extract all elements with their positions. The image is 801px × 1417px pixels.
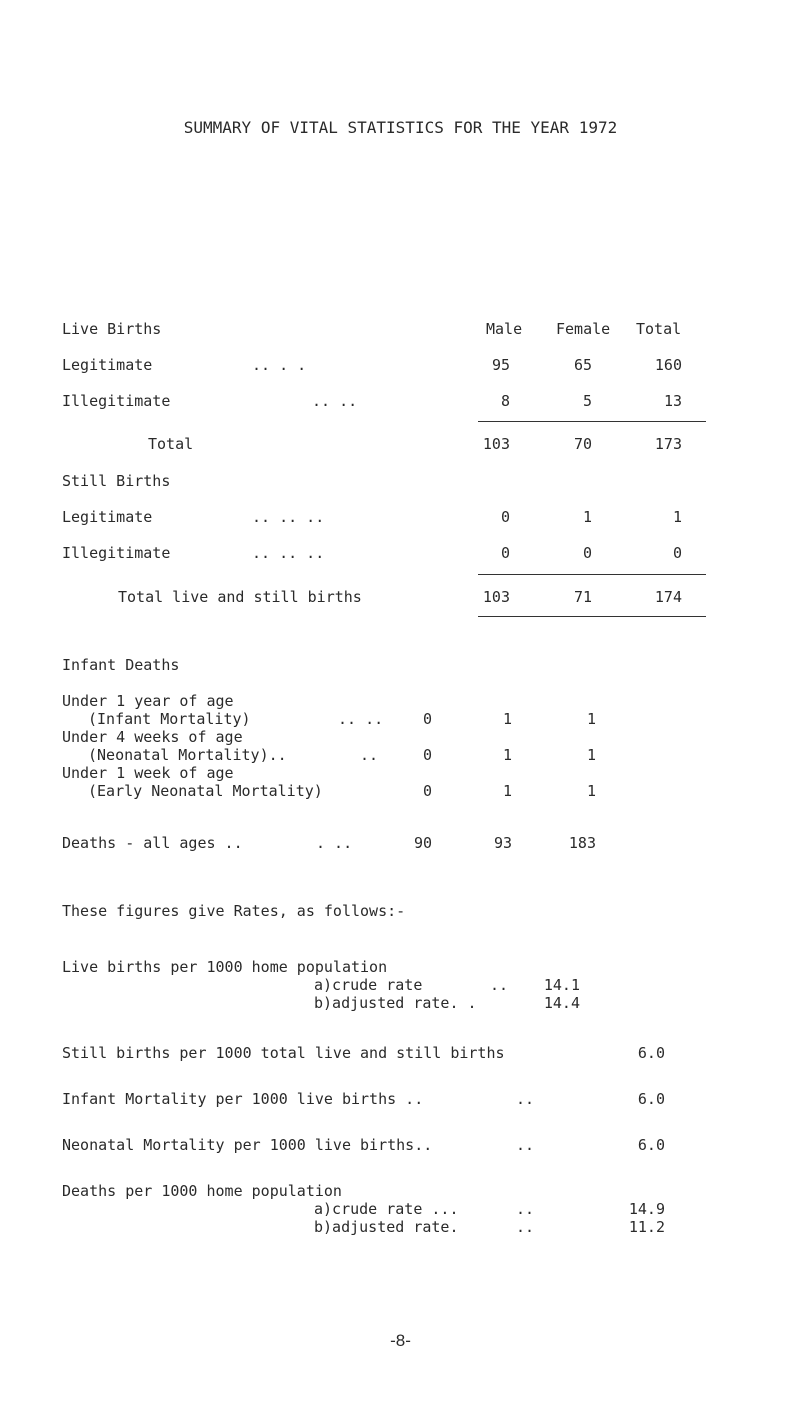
- infant-under-1-year-line1: Under 1 year of age: [62, 692, 234, 710]
- still-total-label: Total live and still births: [118, 588, 362, 606]
- neonatal-mortality-rate-value: 6.0: [637, 1136, 665, 1154]
- live-adjusted-rate-label: b)adjusted rate. .: [314, 994, 477, 1012]
- infant-under-1-year-female: 1: [502, 710, 512, 728]
- deaths-adjusted-rate-dots: ..: [516, 1218, 535, 1236]
- column-female-header: Female: [556, 320, 611, 338]
- infant-under-1-week-female: 1: [502, 782, 512, 800]
- infant-under-1-year-male: 0: [422, 710, 432, 728]
- infant-under-4-weeks-line2: (Neonatal Mortality)..: [88, 746, 287, 764]
- deaths-adjusted-rate-label: b)adjusted rate.: [314, 1218, 459, 1236]
- still-illegitimate-total: 0: [672, 544, 682, 562]
- column-male-header: Male: [486, 320, 523, 338]
- infant-under-1-week-total: 1: [586, 782, 596, 800]
- live-crude-rate-dots: ..: [490, 976, 509, 994]
- live-births-rate-heading: Live births per 1000 home population: [62, 958, 388, 976]
- infant-under-4-weeks-line1: Under 4 weeks of age: [62, 728, 243, 746]
- infant-mortality-rate-dots: ..: [516, 1090, 535, 1108]
- live-crude-rate-label: a)crude rate: [314, 976, 423, 994]
- live-births-heading: Live Births: [62, 320, 162, 338]
- page-number: -8-: [390, 1331, 411, 1350]
- live-total-label: Total: [148, 435, 194, 453]
- infant-deaths-heading: Infant Deaths: [62, 656, 180, 674]
- infant-under-1-year-dots: .. ..: [338, 710, 384, 728]
- deaths-rate-heading: Deaths per 1000 home population: [62, 1182, 342, 1200]
- infant-under-4-weeks-dots: ..: [360, 746, 379, 764]
- live-illegitimate-label: Illegitimate: [62, 392, 171, 410]
- deaths-all-ages-female: 93: [493, 834, 512, 852]
- live-births-total-rule: [478, 421, 706, 422]
- infant-mortality-rate-label: Infant Mortality per 1000 live births ..: [62, 1090, 424, 1108]
- live-total-total: 173: [654, 435, 682, 453]
- still-legitimate-male: 0: [500, 508, 510, 526]
- deaths-all-ages-total: 183: [568, 834, 596, 852]
- still-total-male: 103: [482, 588, 510, 606]
- still-legitimate-dots: .. .. ..: [252, 508, 325, 526]
- infant-mortality-rate-value: 6.0: [637, 1090, 665, 1108]
- live-total-female: 70: [573, 435, 592, 453]
- still-births-total-rule-bottom: [478, 616, 706, 617]
- still-illegitimate-female: 0: [582, 544, 592, 562]
- page-title: SUMMARY OF VITAL STATISTICS FOR THE YEAR 1972: [183, 118, 618, 137]
- infant-under-1-week-line1: Under 1 week of age: [62, 764, 234, 782]
- infant-under-1-week-line2: (Early Neonatal Mortality): [88, 782, 323, 800]
- infant-under-4-weeks-male: 0: [422, 746, 432, 764]
- live-adjusted-rate-value: 14.4: [543, 994, 580, 1012]
- live-illegitimate-male: 8: [500, 392, 510, 410]
- rates-intro: These figures give Rates, as follows:-: [62, 902, 406, 920]
- still-total-female: 71: [573, 588, 592, 606]
- live-legitimate-female: 65: [573, 356, 592, 374]
- deaths-adjusted-rate-value: 11.2: [628, 1218, 665, 1236]
- still-births-total-rule-top: [478, 574, 706, 575]
- live-illegitimate-dots: .. ..: [312, 392, 358, 410]
- infant-under-1-year-line2: (Infant Mortality): [88, 710, 251, 728]
- deaths-all-ages-dots: . ..: [316, 834, 353, 852]
- live-illegitimate-total: 13: [663, 392, 682, 410]
- deaths-crude-rate-dots: ..: [516, 1200, 535, 1218]
- still-births-rate-label: Still births per 1000 total live and still births: [62, 1044, 505, 1062]
- still-illegitimate-dots: .. .. ..: [252, 544, 325, 562]
- infant-under-4-weeks-female: 1: [502, 746, 512, 764]
- live-legitimate-label: Legitimate: [62, 356, 153, 374]
- live-legitimate-total: 160: [654, 356, 682, 374]
- still-legitimate-female: 1: [582, 508, 592, 526]
- deaths-crude-rate-value: 14.9: [628, 1200, 665, 1218]
- infant-under-1-week-male: 0: [422, 782, 432, 800]
- still-births-heading: Still Births: [62, 472, 171, 490]
- still-illegitimate-male: 0: [500, 544, 510, 562]
- live-legitimate-male: 95: [491, 356, 510, 374]
- live-illegitimate-female: 5: [582, 392, 592, 410]
- still-births-rate-value: 6.0: [637, 1044, 665, 1062]
- live-total-male: 103: [482, 435, 510, 453]
- column-total-header: Total: [636, 320, 682, 338]
- still-legitimate-label: Legitimate: [62, 508, 153, 526]
- still-illegitimate-label: Illegitimate: [62, 544, 171, 562]
- live-crude-rate-value: 14.1: [543, 976, 580, 994]
- live-legitimate-dots: .. . .: [252, 356, 307, 374]
- infant-under-1-year-total: 1: [586, 710, 596, 728]
- neonatal-mortality-rate-label: Neonatal Mortality per 1000 live births..: [62, 1136, 433, 1154]
- deaths-all-ages-male: 90: [413, 834, 432, 852]
- neonatal-mortality-rate-dots: ..: [516, 1136, 535, 1154]
- deaths-crude-rate-label: a)crude rate ...: [314, 1200, 459, 1218]
- infant-under-4-weeks-total: 1: [586, 746, 596, 764]
- still-legitimate-total: 1: [672, 508, 682, 526]
- still-total-total: 174: [654, 588, 682, 606]
- deaths-all-ages-label: Deaths - all ages ..: [62, 834, 243, 852]
